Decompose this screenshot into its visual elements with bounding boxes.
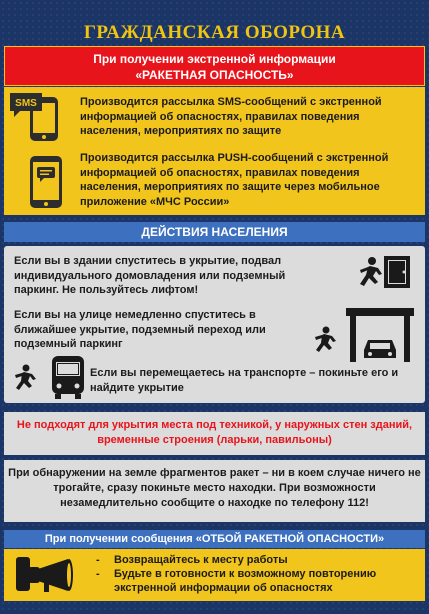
action-on-street-text: Если вы на улице немедленно спуститесь в ближайшее укрытие, подземный переход или подземный паркинг — [14, 309, 266, 350]
sms-notification-text: Производится рассылка SMS-сообщений с экстренной информацией об опасностях, правилах поведения населения, мероприятиях по защите — [80, 96, 382, 137]
push-notification-text: Производится рассылка PUSH-сообщений с экстренной информацией об опасностях, правилах поведения населения, мероприятиях по защите через мобильное приложение «МЧС России» — [80, 152, 389, 208]
underground-shelter-icon — [308, 306, 416, 364]
all-clear-header: При получении сообщения «ОТБОЙ РАКЕТНОЙ ОПАСНОСТИ» — [4, 530, 425, 548]
notifications-panel — [4, 87, 425, 215]
all-clear-panel — [4, 549, 425, 601]
megaphone-icon — [14, 553, 84, 597]
actions-header: ДЕЙСТВИЯ НАСЕЛЕНИЯ — [4, 222, 425, 242]
all-clear-item-return: - Возвращайтесь к месту работы — [92, 553, 422, 567]
push-notification-phone-icon — [26, 154, 66, 210]
all-clear-item-readiness: - Будьте в готовности к возможному повторению экстренной информации об опасностях — [92, 567, 422, 595]
sms-phone-icon — [8, 91, 68, 143]
all-clear-list — [92, 553, 422, 595]
exit-door-icon — [348, 252, 414, 292]
alert-header — [4, 46, 425, 86]
alert-line-1: При получении экстренной информации — [93, 52, 336, 66]
bus-exit-icon — [12, 354, 86, 400]
alert-line-2: «РАКЕТНАЯ ОПАСНОСТЬ» — [135, 68, 294, 82]
page-title: ГРАЖДАНСКАЯ ОБОРОНА — [83, 22, 346, 43]
actions-panel — [4, 246, 425, 403]
shelter-warning-text: Не подходят для укрытия места под техникой, у наружных стен зданий, временные строения (ларьки, павильоны) — [4, 412, 425, 455]
action-on-transport-text: Если вы перемещаетесь на транспорте – покиньте его и найдите укрытие — [90, 367, 399, 394]
action-in-building-text: Если вы в здании спуститесь в укрытие, подвал индивидуального домовладения или подземный паркинг. Не пользуйтесь лифтом! — [14, 255, 286, 296]
sms-icon-text: SMS — [15, 98, 37, 109]
missile-fragments-text: При обнаружении на земле фрагментов ракет – ни в коем случае ничего не трогайте, сразу покиньте место находки. При возможности незамедлительно сообщите о находке по телефону 112! — [4, 460, 425, 522]
